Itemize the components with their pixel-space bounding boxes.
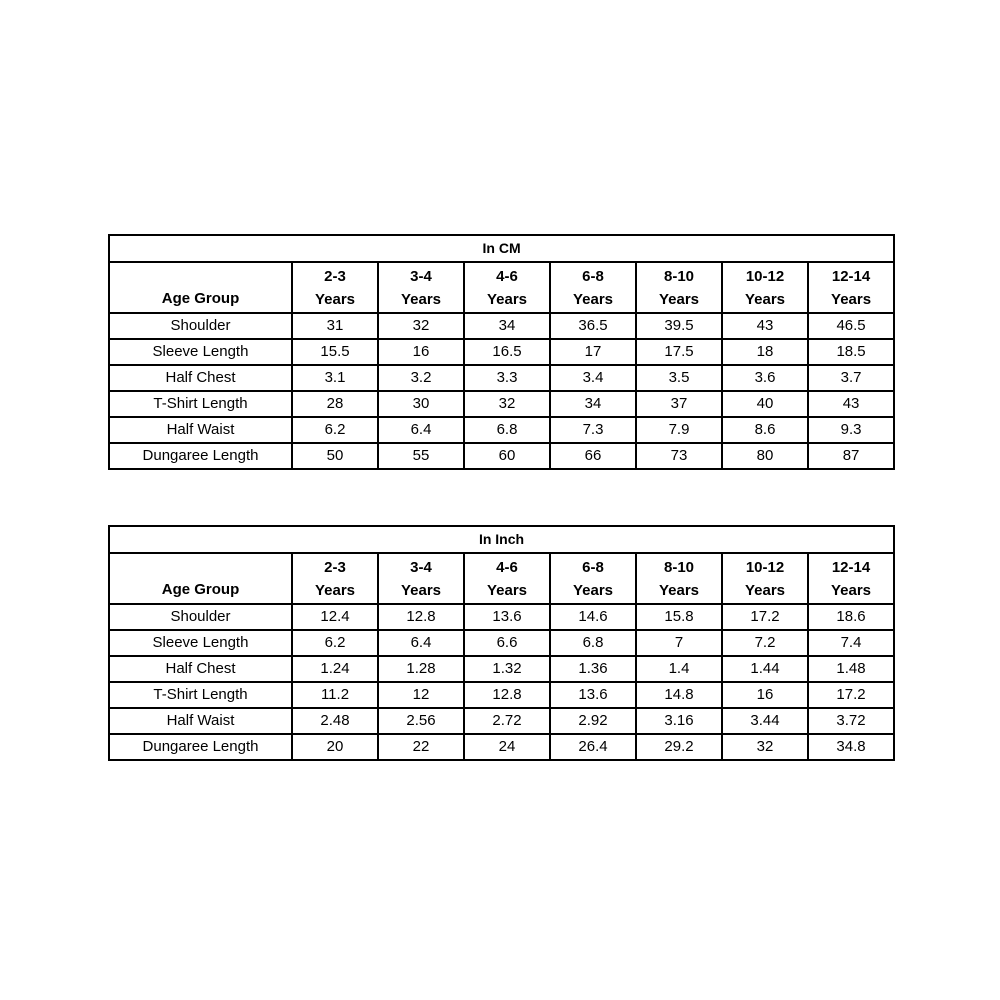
- table-row: [109, 313, 894, 339]
- age-range-label: 3-4: [410, 267, 432, 285]
- measurement-label: T-Shirt Length: [109, 682, 292, 708]
- age-unit-label: Years: [400, 290, 442, 308]
- age-range-label: 8-10: [663, 267, 695, 285]
- table-row: [109, 682, 894, 708]
- age-unit-label: Years: [400, 581, 442, 599]
- measurement-value: 16: [722, 682, 808, 708]
- measurement-value: 12.4: [292, 604, 378, 630]
- measurement-value: 1.24: [292, 656, 378, 682]
- measurement-value: 14.6: [550, 604, 636, 630]
- measurement-value: 6.6: [464, 630, 550, 656]
- measurement-value: 7.4: [808, 630, 894, 656]
- age-column-header: [636, 262, 722, 313]
- measurement-value: 73: [636, 443, 722, 469]
- size-chart-inch-table: [108, 525, 895, 761]
- table-row: [109, 734, 894, 760]
- table-title: In CM: [109, 235, 894, 262]
- table-title: In Inch: [109, 526, 894, 553]
- measurement-value: 6.2: [292, 417, 378, 443]
- age-unit-label: Years: [830, 581, 872, 599]
- measurement-label: Dungaree Length: [109, 443, 292, 469]
- measurement-value: 6.8: [464, 417, 550, 443]
- age-column-header: [378, 553, 464, 604]
- age-range-label: 3-4: [410, 558, 432, 576]
- measurement-label: Half Waist: [109, 708, 292, 734]
- table-row: [109, 443, 894, 469]
- table-row: [109, 604, 894, 630]
- age-unit-label: Years: [572, 290, 614, 308]
- age-column-header: [636, 553, 722, 604]
- measurement-value: 32: [378, 313, 464, 339]
- measurement-value: 3.6: [722, 365, 808, 391]
- measurement-value: 34.8: [808, 734, 894, 760]
- measurement-label: Half Waist: [109, 417, 292, 443]
- measurement-value: 7: [636, 630, 722, 656]
- age-range-label: 4-6: [496, 558, 518, 576]
- measurement-value: 6.2: [292, 630, 378, 656]
- measurement-value: 15.5: [292, 339, 378, 365]
- measurement-value: 13.6: [550, 682, 636, 708]
- measurement-value: 6.8: [550, 630, 636, 656]
- table-row: [109, 391, 894, 417]
- measurement-value: 22: [378, 734, 464, 760]
- measurement-label: Half Chest: [109, 365, 292, 391]
- measurement-label: Shoulder: [109, 604, 292, 630]
- age-column-header: [808, 553, 894, 604]
- measurement-value: 46.5: [808, 313, 894, 339]
- measurement-value: 3.4: [550, 365, 636, 391]
- age-range-label: 2-3: [324, 558, 346, 576]
- age-column-header: [464, 553, 550, 604]
- measurement-value: 1.44: [722, 656, 808, 682]
- measurement-value: 43: [722, 313, 808, 339]
- measurement-value: 3.2: [378, 365, 464, 391]
- measurement-value: 18.5: [808, 339, 894, 365]
- measurement-value: 16: [378, 339, 464, 365]
- measurement-value: 55: [378, 443, 464, 469]
- age-unit-label: Years: [744, 581, 786, 599]
- measurement-value: 36.5: [550, 313, 636, 339]
- measurement-value: 3.5: [636, 365, 722, 391]
- table-row: [109, 708, 894, 734]
- measurement-label: T-Shirt Length: [109, 391, 292, 417]
- measurement-label: Shoulder: [109, 313, 292, 339]
- measurement-value: 3.44: [722, 708, 808, 734]
- age-range-label: 10-12: [745, 267, 785, 285]
- measurement-value: 50: [292, 443, 378, 469]
- age-column-header: [292, 262, 378, 313]
- age-unit-label: Years: [744, 290, 786, 308]
- measurement-value: 3.7: [808, 365, 894, 391]
- age-range-label: 12-14: [831, 558, 871, 576]
- measurement-value: 34: [550, 391, 636, 417]
- measurement-value: 1.28: [378, 656, 464, 682]
- measurement-value: 15.8: [636, 604, 722, 630]
- age-column-header: [292, 553, 378, 604]
- measurement-value: 14.8: [636, 682, 722, 708]
- measurement-value: 17.2: [722, 604, 808, 630]
- measurement-value: 37: [636, 391, 722, 417]
- measurement-value: 17: [550, 339, 636, 365]
- measurement-value: 6.4: [378, 417, 464, 443]
- measurement-value: 1.4: [636, 656, 722, 682]
- age-unit-label: Years: [486, 581, 528, 599]
- measurement-value: 29.2: [636, 734, 722, 760]
- table-header-row: [109, 553, 894, 604]
- measurement-value: 2.92: [550, 708, 636, 734]
- table-row: [109, 656, 894, 682]
- measurement-value: 34: [464, 313, 550, 339]
- measurement-value: 7.9: [636, 417, 722, 443]
- measurement-value: 31: [292, 313, 378, 339]
- measurement-label: Sleeve Length: [109, 630, 292, 656]
- age-unit-label: Years: [658, 581, 700, 599]
- measurement-value: 16.5: [464, 339, 550, 365]
- measurement-value: 2.48: [292, 708, 378, 734]
- measurement-value: 2.56: [378, 708, 464, 734]
- measurement-value: 3.3: [464, 365, 550, 391]
- age-range-label: 6-8: [582, 267, 604, 285]
- measurement-value: 18: [722, 339, 808, 365]
- age-unit-label: Years: [831, 290, 872, 308]
- measurement-value: 32: [722, 734, 808, 760]
- measurement-value: 1.48: [808, 656, 894, 682]
- measurement-value: 11.2: [292, 682, 378, 708]
- measurement-value: 13.6: [464, 604, 550, 630]
- measurement-value: 87: [808, 443, 894, 469]
- table-header-row: [109, 262, 894, 313]
- age-group-header: Age Group: [109, 262, 292, 313]
- age-column-header: [550, 553, 636, 604]
- measurement-value: 60: [464, 443, 550, 469]
- table-row: [109, 630, 894, 656]
- age-column-header: [722, 262, 808, 313]
- age-column-header: [464, 262, 550, 313]
- age-unit-label: Years: [314, 290, 356, 308]
- age-range-label: 8-10: [663, 558, 695, 576]
- age-range-label: 10-12: [745, 558, 785, 576]
- measurement-label: Half Chest: [109, 656, 292, 682]
- measurement-value: 12.8: [378, 604, 464, 630]
- size-chart-cm-table: [108, 234, 895, 470]
- measurement-value: 1.36: [550, 656, 636, 682]
- age-unit-label: Years: [572, 581, 614, 599]
- measurement-value: 66: [550, 443, 636, 469]
- table-row: [109, 339, 894, 365]
- measurement-value: 30: [378, 391, 464, 417]
- measurement-value: 20: [292, 734, 378, 760]
- measurement-value: 12: [378, 682, 464, 708]
- measurement-value: 7.3: [550, 417, 636, 443]
- measurement-value: 12.8: [464, 682, 550, 708]
- table-row: [109, 417, 894, 443]
- age-column-header: [550, 262, 636, 313]
- age-range-label: 12-14: [831, 267, 871, 285]
- measurement-label: Sleeve Length: [109, 339, 292, 365]
- table-title-row: [109, 235, 894, 262]
- age-column-header: [722, 553, 808, 604]
- table-title-row: [109, 526, 894, 553]
- measurement-value: 8.6: [722, 417, 808, 443]
- measurement-value: 2.72: [464, 708, 550, 734]
- age-range-label: 4-6: [496, 267, 518, 285]
- measurement-value: 40: [722, 391, 808, 417]
- measurement-value: 39.5: [636, 313, 722, 339]
- measurement-value: 7.2: [722, 630, 808, 656]
- age-unit-label: Years: [314, 581, 356, 599]
- age-column-header: [808, 262, 894, 313]
- measurement-value: 3.72: [808, 708, 894, 734]
- measurement-value: 26.4: [550, 734, 636, 760]
- measurement-value: 32: [464, 391, 550, 417]
- measurement-value: 28: [292, 391, 378, 417]
- measurement-value: 3.1: [292, 365, 378, 391]
- age-range-label: 6-8: [582, 558, 604, 576]
- measurement-value: 43: [808, 391, 894, 417]
- age-group-header: Age Group: [109, 553, 292, 604]
- measurement-value: 1.32: [464, 656, 550, 682]
- age-unit-label: Years: [486, 290, 528, 308]
- age-range-label: 2-3: [324, 267, 346, 285]
- measurement-label: Dungaree Length: [109, 734, 292, 760]
- measurement-value: 80: [722, 443, 808, 469]
- measurement-value: 9.3: [808, 417, 894, 443]
- measurement-value: 17.5: [636, 339, 722, 365]
- age-unit-label: Years: [658, 290, 700, 308]
- measurement-value: 18.6: [808, 604, 894, 630]
- table-row: [109, 365, 894, 391]
- measurement-value: 6.4: [378, 630, 464, 656]
- measurement-value: 3.16: [636, 708, 722, 734]
- measurement-value: 17.2: [808, 682, 894, 708]
- age-column-header: [378, 262, 464, 313]
- measurement-value: 24: [464, 734, 550, 760]
